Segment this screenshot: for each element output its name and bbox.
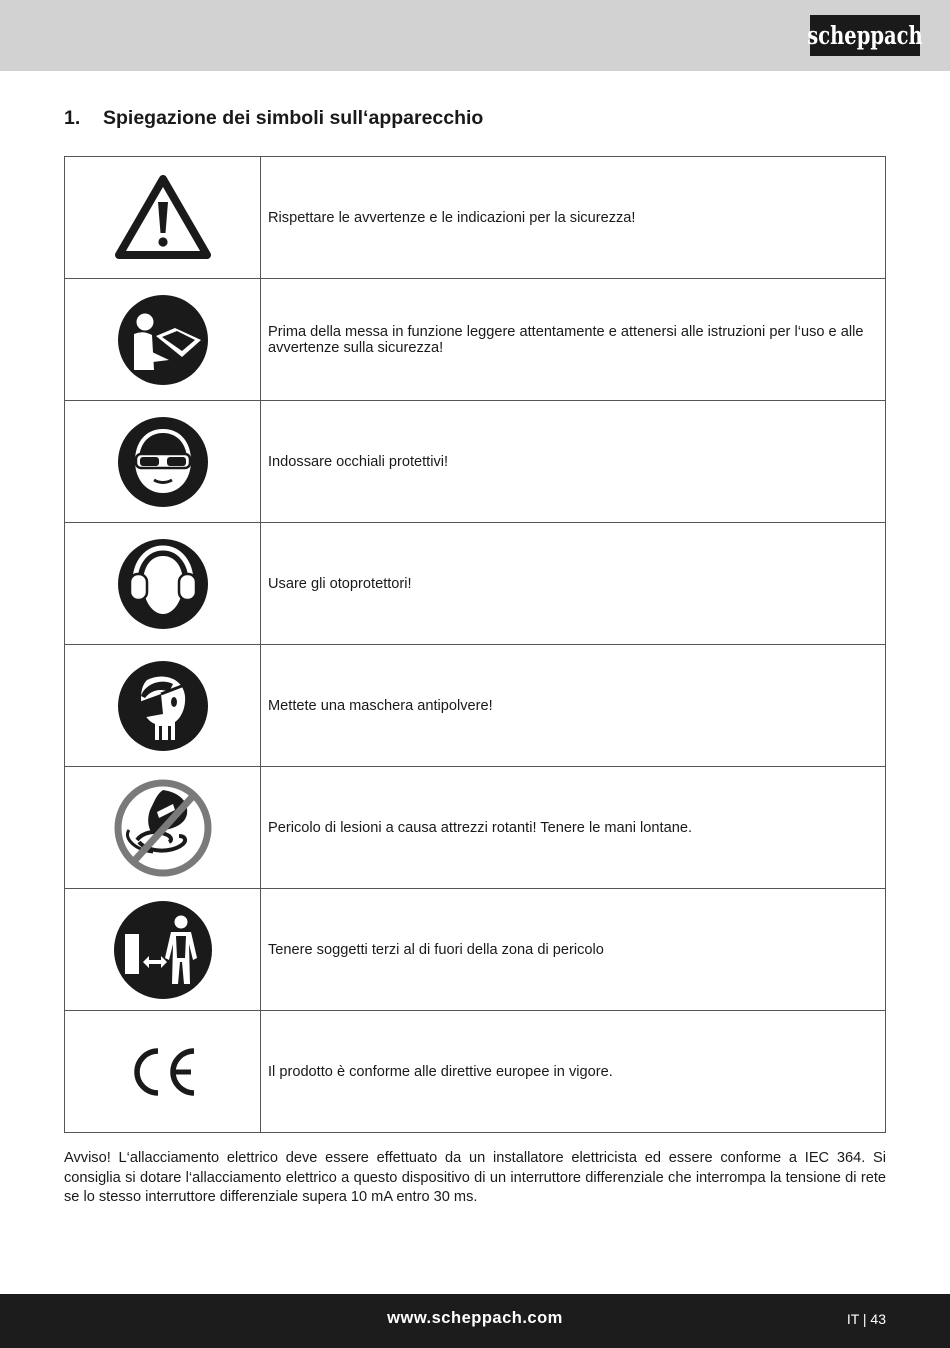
table-row xyxy=(65,401,886,523)
symbol-cell xyxy=(65,279,261,401)
section-heading xyxy=(64,107,483,130)
ce-mark-icon xyxy=(128,1047,198,1097)
symbol-cell xyxy=(65,157,261,279)
dust-mask-icon xyxy=(117,660,209,752)
table-row xyxy=(65,523,886,645)
symbol-description: Usare gli otoprotettori! xyxy=(261,523,886,645)
symbol-cell xyxy=(65,523,261,645)
page-number: IT | 43 xyxy=(846,1311,886,1327)
keep-bystanders-away-icon xyxy=(113,900,213,1000)
symbol-cell xyxy=(65,889,261,1011)
scheppach-logo: scheppach xyxy=(810,15,920,56)
table-row xyxy=(65,645,886,767)
table-row xyxy=(65,157,886,279)
symbol-description: Mettete una maschera antipolvere! xyxy=(261,645,886,767)
table-row xyxy=(65,1011,886,1133)
ear-protection-icon xyxy=(117,538,209,630)
table-row xyxy=(65,767,886,889)
electrical-notice: Avviso! L‘allacciamento elettrico deve essere effettuato da un installatore elettricista ed essere conforme a IEC 364. Si consiglia si dotare l‘allacciamento elettrico a questo dispositivo di un interruttore differenziale che interrompa la tensione di rete se lo stesso interruttore differenziale supera 10 mA entro 30 ms. xyxy=(64,1150,886,1205)
symbol-cell xyxy=(65,1011,261,1133)
section-title: Spiegazione dei simboli sull‘apparecchio xyxy=(103,107,484,129)
symbols-table xyxy=(64,156,886,1133)
symbol-description: Pericolo di lesioni a causa attrezzi rotanti! Tenere le mani lontane. xyxy=(261,767,886,889)
safety-goggles-icon xyxy=(117,416,209,508)
symbol-description: Prima della messa in funzione leggere attentamente e attenersi alle istruzioni per l‘uso e alle avvertenze sulla sicurezza! xyxy=(261,279,886,401)
read-manual-icon xyxy=(117,294,209,386)
warning-triangle-icon xyxy=(115,175,211,261)
rotating-tool-hazard-icon xyxy=(113,778,213,878)
symbol-description: Il prodotto è conforme alle direttive europee in vigore. xyxy=(261,1011,886,1133)
symbol-description: Indossare occhiali protettivi! xyxy=(261,401,886,523)
symbol-description: Rispettare le avvertenze e le indicazioni per la sicurezza! xyxy=(261,157,886,279)
section-number: 1. xyxy=(64,107,81,129)
symbol-cell xyxy=(65,645,261,767)
symbol-description: Tenere soggetti terzi al di fuori della zona di pericolo xyxy=(261,889,886,1011)
website-link[interactable]: www.scheppach.com xyxy=(387,1309,563,1327)
table-row xyxy=(65,889,886,1011)
symbol-cell xyxy=(65,401,261,523)
table-row xyxy=(65,279,886,401)
symbol-cell xyxy=(65,767,261,889)
